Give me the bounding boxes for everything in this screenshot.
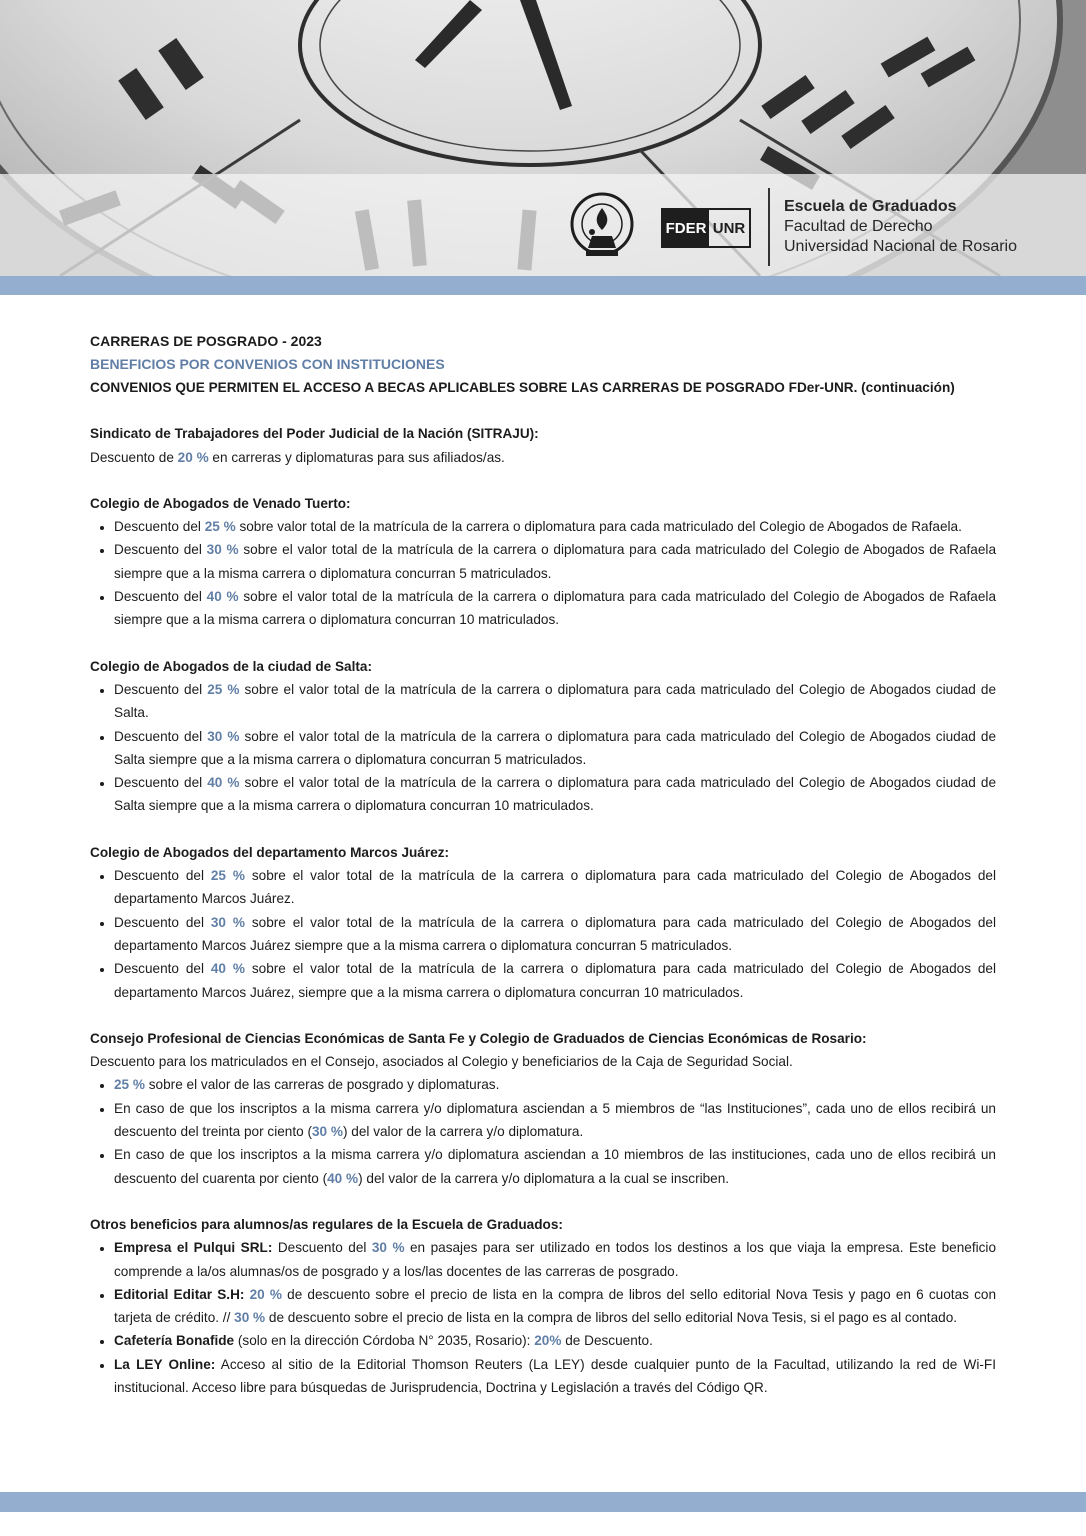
benefit-list	[90, 678, 996, 818]
percent-value: 40 %	[327, 1170, 359, 1186]
bottom-accent-bar	[0, 1492, 1086, 1512]
list-item: • Descuento del 40 % sobre el valor total de la matrícula de la carrera o diplomatura para cada matriculado del Colegio de Abogados de Rafaela siempre que a la misma carrera o diplomatura concurran 10 matriculados.	[114, 585, 996, 632]
benefit-list	[90, 1073, 996, 1189]
page-subtitle: BENEFICIOS POR CONVENIOS CON INSTITUCIONES	[90, 356, 445, 372]
section-title: Colegio de Abogados del departamento Marcos Juárez:	[90, 844, 450, 860]
percent-value: 25 %	[204, 519, 236, 535]
percent-value: 20 %	[177, 449, 209, 465]
section-marcos-juarez	[90, 841, 996, 1004]
school-line-2: Facultad de Derecho	[784, 218, 933, 235]
section-salta	[90, 655, 996, 818]
percent-value: 25 %	[207, 681, 240, 697]
percent-value: 30 %	[371, 1240, 405, 1256]
percent-value: 30 %	[312, 1124, 343, 1140]
percent-value: 40 %	[210, 961, 245, 977]
percent-value: 30 %	[207, 728, 240, 744]
section-title: Sindicato de Trabajadores del Poder Judicial de la Nación (SITRAJU):	[90, 426, 539, 442]
list-item: • Descuento del 25 % sobre valor total de la matrícula de la carrera o diplomatura para cada matriculado del Colegio de Abogados de Rafaela.	[114, 515, 996, 538]
benefit-name: Empresa el Pulqui SRL:	[114, 1240, 273, 1256]
list-item-bonafide: • Cafetería Bonafide (solo en la dirección Córdoba N° 2035, Rosario): 20% de Descuento.	[114, 1329, 996, 1352]
school-line-1: Escuela de Graduados	[784, 198, 957, 215]
percent-value: 25 %	[210, 868, 245, 884]
benefit-name: Cafetería Bonafide	[114, 1333, 235, 1349]
list-item-la-ley: • La LEY Online: Acceso al sitio de la Editorial Thomson Reuters (La LEY) desde cualquier punto de la Facultad, utilizando la red de Wi-FI institucional. Acceso libre para búsquedas de Jurisprudencia, Doctrina y Legislación a través del Código QR.	[114, 1353, 996, 1400]
page-title: CARRERAS DE POSGRADO - 2023	[90, 333, 322, 349]
percent-value: 30 %	[234, 1310, 266, 1326]
percent-value: 40 %	[206, 589, 239, 605]
section-text: Descuento de 20 % en carreras y diplomaturas para sus afiliados/as.	[90, 449, 505, 465]
list-item: • Descuento del 40 % sobre el valor total de la matrícula de la carrera o diplomatura para cada matriculado del Colegio de Abogados ciudad de Salta siempre que a la misma carrera o diplomatura concurran 10 matriculados.	[114, 771, 996, 818]
percent-value: 30 %	[206, 542, 239, 558]
list-item: • Descuento del 25 % sobre el valor total de la matrícula de la carrera o diplomatura para cada matriculado del Colegio de Abogados del departamento Marcos Juárez.	[114, 864, 996, 911]
logo-unr-text: UNR	[712, 219, 746, 237]
intro-heading: CONVENIOS QUE PERMITEN EL ACCESO A BECAS APLICABLES SOBRE LAS CARRERAS DE POSGRADO FDer-UNR. (continuación)	[90, 380, 955, 395]
logo-fder-text: FDER	[663, 210, 709, 246]
percent-value: 20 %	[249, 1286, 282, 1302]
section-title: Otros beneficios para alumnos/as regulares de la Escuela de Graduados:	[90, 1216, 563, 1232]
list-item: • 25 % sobre el valor de las carreras de posgrado y diplomaturas.	[114, 1073, 996, 1096]
list-item-pulqui: • Empresa el Pulqui SRL: Descuento del 30 % en pasajes para ser utilizado en todos los destinos a los que viaja la empresa. Este beneficio comprende a la/os alumnas/os de posgrado y a los/las docentes de las carreras de posgrado.	[114, 1236, 996, 1283]
section-text: Descuento para los matriculados en el Consejo, asociados al Colegio y beneficiarios de la Caja de Seguridad Social.	[90, 1054, 793, 1070]
list-item: • En caso de que los inscriptos a la misma carrera y/o diplomatura asciendan a 10 miembros de las instituciones, cada uno de ellos recibirá un descuento del cuarenta por ciento (40 %) del valor de la carrera y/o diplomatura a la cual se inscriben.	[114, 1143, 996, 1190]
percent-value: 25 %	[114, 1077, 145, 1093]
school-line-3: Universidad Nacional de Rosario	[784, 238, 1018, 255]
top-accent-bar	[0, 276, 1086, 295]
section-title: Colegio de Abogados de Venado Tuerto:	[90, 495, 351, 511]
section-sitraju	[90, 422, 996, 469]
unr-seal-logo	[566, 190, 638, 266]
list-item: • Descuento del 30 % sobre el valor total de la matrícula de la carrera o diplomatura para cada matriculado del Colegio de Abogados ciudad de Salta siempre que a la misma carrera o diplomatura concurran 5 matriculados.	[114, 725, 996, 772]
section-title: Consejo Profesional de Ciencias Económicas de Santa Fe y Colegio de Graduados de Ciencias Económicas de Rosario:	[90, 1030, 867, 1046]
benefit-list	[90, 864, 996, 1004]
section-venado-tuerto	[90, 492, 996, 632]
percent-value: 40 %	[207, 775, 240, 791]
school-name-block	[784, 197, 1017, 257]
fder-unr-logo	[661, 208, 751, 248]
header-divider	[768, 188, 770, 266]
list-item: • Descuento del 25 % sobre el valor total de la matrícula de la carrera o diplomatura para cada matriculado del Colegio de Abogados ciudad de Salta.	[114, 678, 996, 725]
section-title: Colegio de Abogados de la ciudad de Salta:	[90, 658, 372, 674]
document-body	[90, 330, 996, 1399]
section-otros-beneficios	[90, 1213, 996, 1399]
benefit-name: Editorial Editar S.H:	[114, 1286, 245, 1302]
list-item: • Descuento del 40 % sobre el valor total de la matrícula de la carrera o diplomatura para cada matriculado del Colegio de Abogados del departamento Marcos Juárez, siempre que a la misma carrera o diplomatura concurran 10 matriculados.	[114, 957, 996, 1004]
list-item-editar: • Editorial Editar S.H: 20 % de descuento sobre el precio de lista en la compra de libros del sello editorial Nova Tesis y pago en 6 cuotas con tarjeta de crédito. // 30 % de descuento sobre el precio de lista en la compra de libros del sello editorial Nova Tesis, si el pago es al contado.	[114, 1283, 996, 1330]
list-item: • En caso de que los inscriptos a la misma carrera y/o diplomatura asciendan a 5 miembros de “las Instituciones”, cada uno de ellos recibirá un descuento del treinta por ciento (30 %) del valor de la carrera y/o diplomatura.	[114, 1097, 996, 1144]
section-consejo	[90, 1027, 996, 1190]
header-banner	[0, 0, 1086, 276]
benefit-list	[90, 515, 996, 631]
percent-value: 30 %	[210, 914, 245, 930]
list-item: • Descuento del 30 % sobre el valor total de la matrícula de la carrera o diplomatura para cada matriculado del Colegio de Abogados del departamento Marcos Juárez siempre que a la misma carrera o diplomatura concurran 5 matriculados.	[114, 911, 996, 958]
benefit-name: La LEY Online:	[114, 1356, 216, 1372]
percent-value: 20%	[534, 1333, 562, 1349]
list-item: • Descuento del 30 % sobre el valor total de la matrícula de la carrera o diplomatura para cada matriculado del Colegio de Abogados de Rafaela siempre que a la misma carrera o diplomatura concurran 5 matriculados.	[114, 538, 996, 585]
benefit-list	[90, 1236, 996, 1399]
